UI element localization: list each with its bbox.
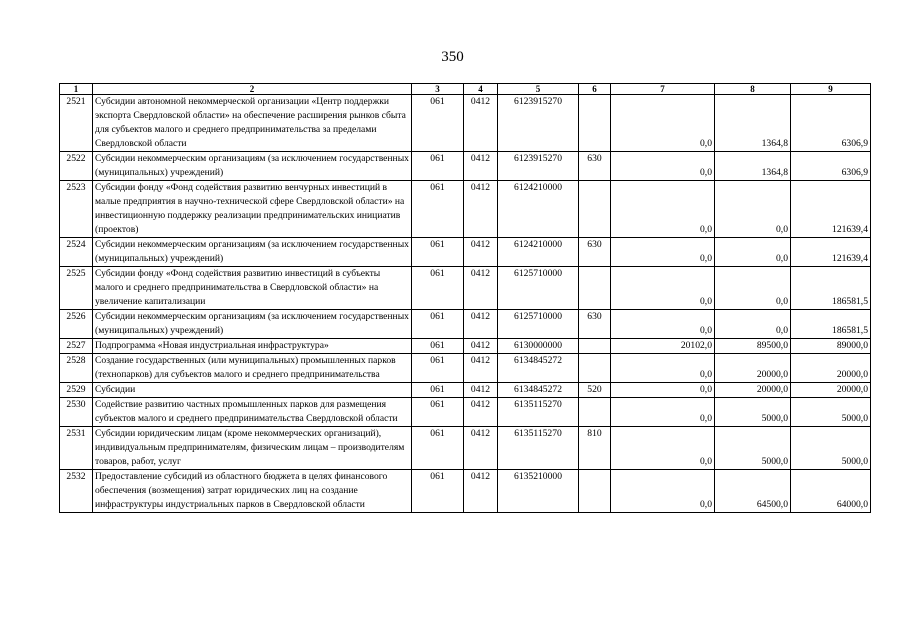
row-id: 2531	[60, 427, 93, 470]
table-row	[60, 383, 871, 398]
admin-code: 061	[412, 354, 464, 383]
table-row	[60, 267, 871, 310]
expense-type-code	[579, 470, 611, 513]
expense-type-code	[579, 181, 611, 238]
amount-col9: 5000,0	[791, 427, 871, 470]
row-id: 2526	[60, 310, 93, 339]
amount-col8: 89500,0	[715, 339, 791, 354]
row-id: 2530	[60, 398, 93, 427]
amount-col9: 20000,0	[791, 354, 871, 383]
header-row	[60, 84, 871, 95]
amount-col7: 0,0	[611, 267, 715, 310]
target-code: 6124210000	[498, 181, 579, 238]
row-id: 2521	[60, 95, 93, 152]
page-number: 350	[441, 49, 464, 65]
section-code: 0412	[464, 470, 498, 513]
admin-code: 061	[412, 427, 464, 470]
amount-col8: 0,0	[715, 310, 791, 339]
table-row	[60, 339, 871, 354]
admin-code: 061	[412, 238, 464, 267]
expense-type-code	[579, 398, 611, 427]
amount-col8: 5000,0	[715, 398, 791, 427]
section-code: 0412	[464, 181, 498, 238]
section-code: 0412	[464, 398, 498, 427]
table-row	[60, 238, 871, 267]
row-name: Субсидии некоммерческим организациям (за исключением государственных (муниципальных) учреждений)	[93, 152, 412, 181]
expense-type-code	[579, 95, 611, 152]
expense-type-code: 630	[579, 310, 611, 339]
table-row	[60, 95, 871, 152]
expense-type-code	[579, 354, 611, 383]
target-code: 6135210000	[498, 470, 579, 513]
amount-col9: 6306,9	[791, 152, 871, 181]
row-id: 2529	[60, 383, 93, 398]
target-code: 6125710000	[498, 267, 579, 310]
amount-col8: 64500,0	[715, 470, 791, 513]
row-id: 2523	[60, 181, 93, 238]
target-code: 6125710000	[498, 310, 579, 339]
admin-code: 061	[412, 152, 464, 181]
amount-col8: 1364,8	[715, 95, 791, 152]
amount-col9: 20000,0	[791, 383, 871, 398]
row-name: Субсидии фонду «Фонд содействия развитию инвестиций в субъекты малого и среднего предпринимательства в Свердловской области» на увеличение капитализации	[93, 267, 412, 310]
col-header: 3	[412, 84, 464, 95]
col-header: 6	[579, 84, 611, 95]
row-id: 2522	[60, 152, 93, 181]
amount-col9: 186581,5	[791, 267, 871, 310]
col-header: 5	[498, 84, 579, 95]
row-name: Содействие развитию частных промышленных парков для размещения субъектов малого и среднего предпринимательства Свердловской области	[93, 398, 412, 427]
expense-type-code: 630	[579, 152, 611, 181]
section-code: 0412	[464, 238, 498, 267]
admin-code: 061	[412, 398, 464, 427]
amount-col7: 0,0	[611, 383, 715, 398]
row-name: Субсидии некоммерческим организациям (за исключением государственных (муниципальных) учреждений)	[93, 310, 412, 339]
row-name: Субсидии автономной некоммерческой организации «Центр поддержки экспорта Свердловской области» на обеспечение расширения рынков сбыта для субъектов малого и среднего предпринимательства за пределами Свердловской области	[93, 95, 412, 152]
col-header: 4	[464, 84, 498, 95]
section-code: 0412	[464, 354, 498, 383]
row-name: Субсидии юридическим лицам (кроме некоммерческих организаций), индивидуальным предпринимателям, физическим лицам – производителям товаров, работ, услуг	[93, 427, 412, 470]
row-id: 2525	[60, 267, 93, 310]
admin-code: 061	[412, 339, 464, 354]
row-id: 2532	[60, 470, 93, 513]
admin-code: 061	[412, 181, 464, 238]
expense-type-code: 520	[579, 383, 611, 398]
expense-type-code: 630	[579, 238, 611, 267]
target-code: 6124210000	[498, 238, 579, 267]
amount-col8: 20000,0	[715, 383, 791, 398]
section-code: 0412	[464, 95, 498, 152]
amount-col7: 0,0	[611, 181, 715, 238]
target-code: 6135115270	[498, 427, 579, 470]
expense-type-code: 810	[579, 427, 611, 470]
table-row	[60, 181, 871, 238]
amount-col9: 5000,0	[791, 398, 871, 427]
amount-col8: 0,0	[715, 238, 791, 267]
target-code: 6134845272	[498, 383, 579, 398]
col-header: 9	[791, 84, 871, 95]
amount-col7: 0,0	[611, 470, 715, 513]
section-code: 0412	[464, 152, 498, 181]
col-header: 2	[93, 84, 412, 95]
amount-col9: 121639,4	[791, 238, 871, 267]
budget-table	[59, 83, 871, 513]
target-code: 6134845272	[498, 354, 579, 383]
target-code: 6123915270	[498, 95, 579, 152]
row-id: 2527	[60, 339, 93, 354]
amount-col7: 0,0	[611, 95, 715, 152]
amount-col8: 20000,0	[715, 354, 791, 383]
col-header: 8	[715, 84, 791, 95]
amount-col7: 0,0	[611, 310, 715, 339]
row-name: Субсидии фонду «Фонд содействия развитию венчурных инвестиций в малые предприятия в научно-технической сфере Свердловской области» на инвестиционную поддержку реализации предпринимательских инициатив (проектов)	[93, 181, 412, 238]
section-code: 0412	[464, 339, 498, 354]
amount-col7: 0,0	[611, 238, 715, 267]
amount-col7: 0,0	[611, 354, 715, 383]
row-name: Подпрограмма «Новая индустриальная инфраструктура»	[93, 339, 412, 354]
admin-code: 061	[412, 267, 464, 310]
amount-col8: 0,0	[715, 267, 791, 310]
amount-col7: 0,0	[611, 427, 715, 470]
amount-col9: 6306,9	[791, 95, 871, 152]
target-code: 6130000000	[498, 339, 579, 354]
expense-type-code	[579, 267, 611, 310]
col-header: 7	[611, 84, 715, 95]
admin-code: 061	[412, 310, 464, 339]
section-code: 0412	[464, 383, 498, 398]
row-id: 2524	[60, 238, 93, 267]
section-code: 0412	[464, 427, 498, 470]
amount-col9: 121639,4	[791, 181, 871, 238]
table-row	[60, 398, 871, 427]
admin-code: 061	[412, 470, 464, 513]
amount-col8: 1364,8	[715, 152, 791, 181]
row-name: Создание государственных (или муниципальных) промышленных парков (технопарков) для субъектов малого и среднего предпринимательства	[93, 354, 412, 383]
amount-col9: 64000,0	[791, 470, 871, 513]
table-row	[60, 470, 871, 513]
table-row	[60, 427, 871, 470]
amount-col7: 0,0	[611, 152, 715, 181]
amount-col9: 89000,0	[791, 339, 871, 354]
target-code: 6123915270	[498, 152, 579, 181]
row-id: 2528	[60, 354, 93, 383]
amount-col7: 20102,0	[611, 339, 715, 354]
col-header: 1	[60, 84, 93, 95]
amount-col7: 0,0	[611, 398, 715, 427]
amount-col8: 5000,0	[715, 427, 791, 470]
table-row	[60, 152, 871, 181]
table-row	[60, 310, 871, 339]
admin-code: 061	[412, 383, 464, 398]
amount-col8: 0,0	[715, 181, 791, 238]
row-name: Предоставление субсидий из областного бюджета в целях финансового обеспечения (возмещения) затрат юридических лиц на создание инфраструктуры индустриальных парков в Свердловской области	[93, 470, 412, 513]
row-name: Субсидии	[93, 383, 412, 398]
target-code: 6135115270	[498, 398, 579, 427]
table-row	[60, 354, 871, 383]
row-name: Субсидии некоммерческим организациям (за исключением государственных (муниципальных) учреждений)	[93, 238, 412, 267]
section-code: 0412	[464, 310, 498, 339]
expense-type-code	[579, 339, 611, 354]
section-code: 0412	[464, 267, 498, 310]
admin-code: 061	[412, 95, 464, 152]
amount-col9: 186581,5	[791, 310, 871, 339]
